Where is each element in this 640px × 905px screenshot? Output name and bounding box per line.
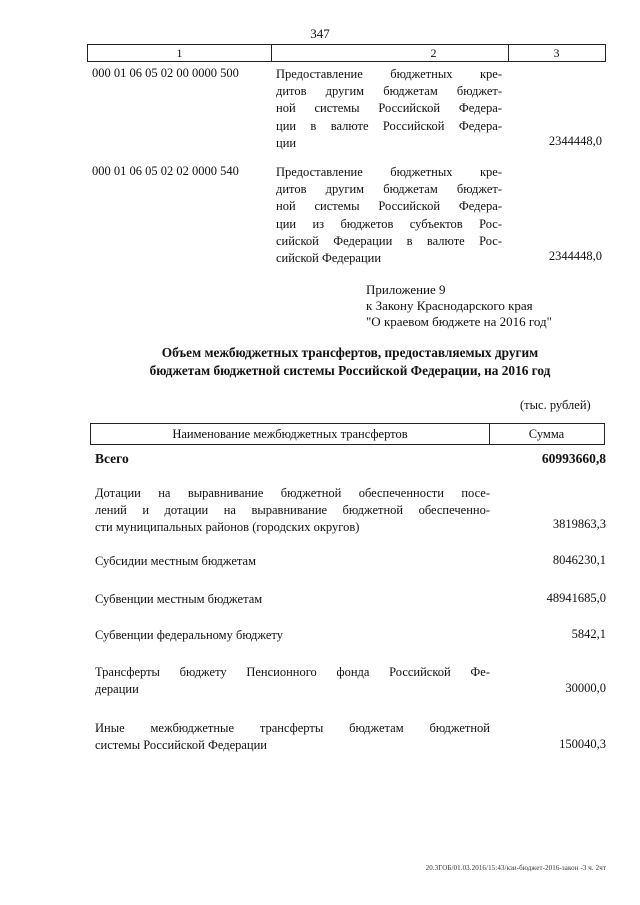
- page-number: 347: [310, 26, 330, 41]
- desc-line: ной системы Российской Федера-: [276, 199, 502, 214]
- name-line: Трансферты бюджету Пенсионного фонда Российской Фе-: [95, 665, 490, 679]
- name-line: Субсидии местным бюджетам: [95, 554, 256, 568]
- transfer-value: 150040,3: [559, 737, 606, 751]
- desc-line: сийской Федерации в валюте Рос-: [276, 233, 502, 248]
- desc-line: ции: [276, 135, 297, 150]
- total-value: 60993660,8: [541, 451, 606, 466]
- transfer-name: [95, 627, 490, 644]
- budget-code: 000 01 06 05 02 02 0000 540: [92, 164, 239, 178]
- name-line: лений и дотации на выравнивание бюджетной обеспеченно-: [95, 503, 490, 518]
- title-line: бюджетам бюджетной системы Российской Федерации, на 2016 год: [149, 363, 551, 378]
- name-line: Субвенции местным бюджетам: [95, 592, 263, 606]
- appendix-line: "О краевом бюджете на 2016 год": [366, 314, 552, 329]
- top-table-header: [87, 44, 606, 62]
- desc-line: сийской Федерации: [276, 250, 382, 265]
- desc-line: ции из бюджетов субъектов Рос-: [276, 216, 502, 231]
- title-line: Объем межбюджетных трансфертов, предоставляемых другим: [161, 345, 539, 360]
- budget-code: 000 01 06 05 02 00 0000 500: [92, 66, 239, 80]
- desc-line: ции в валюте Российской Федера-: [276, 118, 502, 133]
- desc-line: Предоставление бюджетных кре-: [276, 67, 502, 81]
- desc-line: ной системы Российской Федера-: [276, 101, 502, 116]
- name-line: сти муниципальных районов (городских округов): [95, 520, 360, 535]
- budget-description: [276, 164, 502, 267]
- transfer-value: 48941685,0: [546, 591, 606, 605]
- transfer-value: 5842,1: [571, 627, 606, 641]
- transfer-value: 30000,0: [565, 681, 606, 695]
- transfer-value: 3819863,3: [552, 517, 606, 531]
- transfer-name: [95, 485, 490, 537]
- name-line: Субвенции федеральному бюджету: [95, 628, 283, 642]
- budget-amount: 2344448,0: [548, 134, 602, 148]
- name-line: Дотации на выравнивание бюджетной обеспеченности посе-: [95, 486, 490, 500]
- desc-line: Предоставление бюджетных кре-: [276, 165, 502, 179]
- footer-stamp: 20.3ГОБ/01.03.2016/15:43/кзи-бюджет-2016-закон -3 ч. 2чт: [425, 864, 606, 872]
- desc-line: дитов другим бюджетам бюджет-: [276, 84, 502, 99]
- appendix-line: Приложение 9: [366, 282, 446, 297]
- units-label: (тыс. рублей): [520, 398, 591, 412]
- transfer-name: [95, 664, 490, 698]
- transfer-name: [95, 720, 490, 754]
- appendix-line: к Закону Краснодарского края: [366, 298, 533, 313]
- col-name-header: Наименование межбюджетных трансфертов: [172, 427, 408, 441]
- transfer-name: [95, 591, 490, 608]
- col-header-1: 1: [176, 46, 183, 60]
- name-line: дерации: [95, 682, 139, 697]
- name-line: системы Российской Федерации: [95, 738, 267, 753]
- transfer-value: 8046230,1: [552, 553, 606, 567]
- document-title: [90, 344, 610, 380]
- transfers-table-header: [90, 423, 605, 445]
- name-line: Иные межбюджетные трансферты бюджетам бюджетной: [95, 721, 490, 735]
- budget-amount: 2344448,0: [548, 249, 602, 263]
- col-sum-header: Сумма: [528, 427, 565, 441]
- total-label: Всего: [95, 451, 129, 466]
- col-header-2: 2: [430, 46, 437, 60]
- col-header-3: 3: [553, 46, 560, 60]
- desc-line: дитов другим бюджетам бюджет-: [276, 182, 502, 197]
- transfer-name: [95, 553, 490, 570]
- appendix-note: [366, 282, 552, 330]
- budget-description: [276, 66, 502, 152]
